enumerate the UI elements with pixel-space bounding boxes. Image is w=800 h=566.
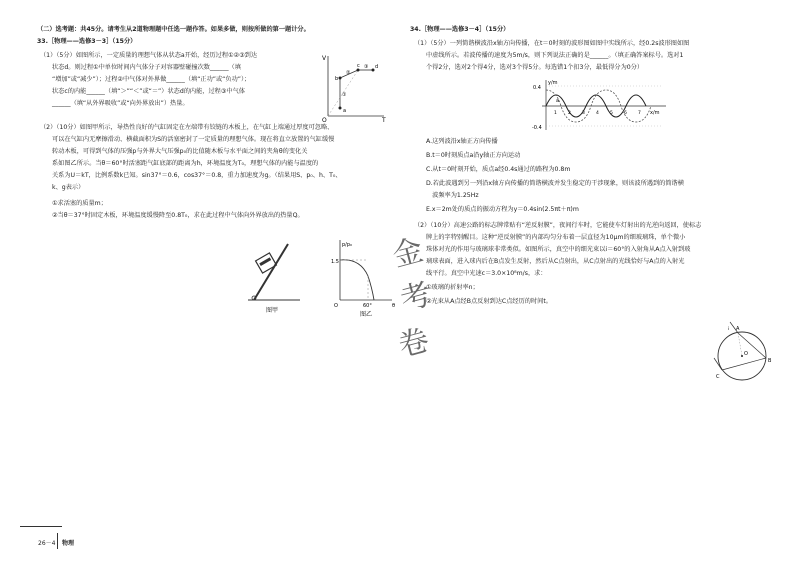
figure-jia xyxy=(238,232,308,317)
point-label: O xyxy=(744,351,748,357)
option-b: B.t＝0时刻质点a沿y轴正方向运动 xyxy=(426,152,521,159)
axis-label: x/m xyxy=(650,110,660,116)
q34-title: 34.［物理——选修3－4］（15分） xyxy=(410,26,510,33)
q33-p2-line: 系如图乙所示。当θ＝60°时活塞距气缸底部的距离为h，环境温度为T₀，理想气体的内能与温度的 xyxy=(52,160,319,167)
point-label: a xyxy=(556,98,560,104)
tick-label: 7 xyxy=(638,111,641,116)
page-number: 26－4 xyxy=(38,540,56,547)
axis-label: y/m xyxy=(548,80,558,86)
tick-label: 5 xyxy=(610,111,613,116)
figure-caption: 图甲 xyxy=(266,307,279,314)
q34-p2-line: 线平行。真空中光速c＝3.0×10⁸m/s，求： xyxy=(426,270,547,277)
q34-p2-line: ②光束从A点经B点反射到达C点经历的时间t。 xyxy=(426,298,552,305)
q34-p1-line: 个得2分，选对2个得4分，选对3个得5分。每选错1个扣3分，最低得分为0分） xyxy=(426,64,644,71)
wave-graph xyxy=(532,78,672,134)
q33-p1-line: 状态d。则过程①中单位时间内气体分子对容器壁碰撞次数______（填 xyxy=(52,64,241,71)
axis-value: 1.5 xyxy=(331,259,339,265)
q33-p2-line: 转动木板，可得到气体的压强p与外界大气压强p₀的比值随木板与水平面之间的夹角θ的变化关 xyxy=(52,148,308,155)
q33-p2-line: ②当θ＝37°时固定木板，环境温度缓慢降至0.8T₀，求在此过程中气体向外界放出的热量Q。 xyxy=(52,212,304,219)
angle-label: i xyxy=(728,327,730,332)
tick-label: 2 xyxy=(568,111,571,116)
watermark-char: 考 xyxy=(396,276,435,319)
point-label: B xyxy=(768,358,772,364)
q33-p2-line: （2）（10分）如图甲所示，导热性良好的气缸固定在左端带有铰链的木板上，在气缸上端通过厚度可忽略、 xyxy=(40,124,334,131)
q34-p2-line: 璃球表面，进入球内后在B点发生反射，然后从C点射出，从C点射出的光线恰好与A点的入射光 xyxy=(426,258,685,265)
q33-p1-line: ______（填“从外界吸收”或“向外界放出”）热量。 xyxy=(52,100,189,107)
point-label: c xyxy=(357,63,360,69)
tick-label: 3 xyxy=(582,111,585,116)
process-label: ③ xyxy=(364,64,369,70)
q34-p1-line: （1）（5分）一列简谐横波沿x轴方向传播，在t＝0时刻的波形图如图中实线所示，经0.2s波形图如图 xyxy=(414,40,690,47)
option-c: C.从t＝0时刻开始，质点a经0.4s通过的路程为0.8m xyxy=(426,166,571,173)
q34-p2-line: ①玻璃的折射率n； xyxy=(426,284,479,291)
tick-label: 6 xyxy=(624,111,627,116)
axis-value: 0.4 xyxy=(533,85,541,91)
option-e: E.x＝2m处的质点的振动方程为y＝0.4sin(2.5πt＋π)m xyxy=(426,206,579,213)
glass-sphere-diagram xyxy=(712,318,774,384)
origin-label: O xyxy=(322,117,327,122)
q33-p2-line: 关系为U＝kT，比例系数k已知。sin37°＝0.6，cos37°＝0.8，重力加速度为g。（结果用S、p₀、h、T₀、 xyxy=(52,172,342,179)
point-label: C xyxy=(716,374,720,380)
process-label: ① xyxy=(342,92,347,98)
point-label: b xyxy=(335,76,339,82)
axis-label: V xyxy=(322,55,327,62)
tick-label: 1 xyxy=(554,111,557,116)
q34-p2-line: 牌上的字特别醒目。这种“逆反射膜”的内部均匀分布着一层直径为10μm的细玻璃珠，单个微小 xyxy=(426,234,686,241)
point-label: A xyxy=(736,326,740,332)
section-header: （二）选考题：共45分。请考生从2道物理题中任选一题作答。如果多做，则按所做的第一题计分。 xyxy=(37,26,310,33)
origin-label: O xyxy=(334,303,338,309)
figure-caption: 图乙 xyxy=(360,311,373,318)
option-a: A.这列波沿x轴正方向传播 xyxy=(426,138,498,145)
q33-p1-line: “增加”或“减少”）；过程②中气体对外界做______（填“正功”或“负功”）； xyxy=(52,76,251,83)
point-label: a xyxy=(343,108,347,114)
footer-rule xyxy=(20,526,62,527)
footer-divider xyxy=(57,533,58,549)
axis-label: θ xyxy=(392,303,396,309)
q33-p2-line: ①求活塞的质量m； xyxy=(52,200,107,207)
option-d-cont: 波频率为1.25Hz xyxy=(426,192,479,199)
axis-label: p/p₀ xyxy=(342,242,353,248)
tick-label: 4 xyxy=(596,111,599,116)
q33-p2-line: 可以在气缸内无摩擦滑动、横截面积为S的活塞密封了一定质量的理想气体。现在将直立放置的气缸缓慢 xyxy=(52,136,335,143)
option-d: D.若此波遇到另一列沿x轴方向传播的简谐横波并发生稳定的干涉现象，则该波所遇到的简谐横 xyxy=(426,180,684,187)
subject-label: 物理 xyxy=(62,540,75,547)
axis-value: -0.4 xyxy=(532,125,542,131)
point-label: d xyxy=(375,64,379,70)
q33-p1-line: 状态c的内能______（填“＞”“＜”或“＝”）状态d的内能，过程③中气体 xyxy=(52,88,245,95)
axis-label: T xyxy=(382,117,386,122)
watermark-char: 卷 xyxy=(394,322,433,365)
q33-p2-line: k、g表示） xyxy=(52,184,85,191)
q34-p2-line: （2）（10分）高速公路的标志牌常贴有“逆反射膜”，夜间行车时，它能使车灯射出的光逆向返回，使标志 xyxy=(414,222,702,229)
q34-p1-line: 中虚线所示。若波传播的速度为5m/s，则下列说法正确的是______。（填正确答案标号。选对1 xyxy=(426,52,684,59)
q33-title: 33.［物理——选修3－3］（15分） xyxy=(37,38,137,45)
figure-yi xyxy=(330,236,400,318)
q34-p2-line: 珠体对光的作用与玻璃球非常类似。如图所示，真空中的细光束以i＝60°的入射角从A点入射到玻 xyxy=(426,246,691,253)
axis-value: 60° xyxy=(363,303,372,309)
q33-p1-line: （1）（5分）如图所示，一定质量的理想气体从状态a开始，经历过程①②③到达 xyxy=(40,52,258,59)
vt-diagram xyxy=(318,52,388,122)
process-label: ② xyxy=(346,70,351,76)
watermark-char: 金 xyxy=(388,232,427,275)
